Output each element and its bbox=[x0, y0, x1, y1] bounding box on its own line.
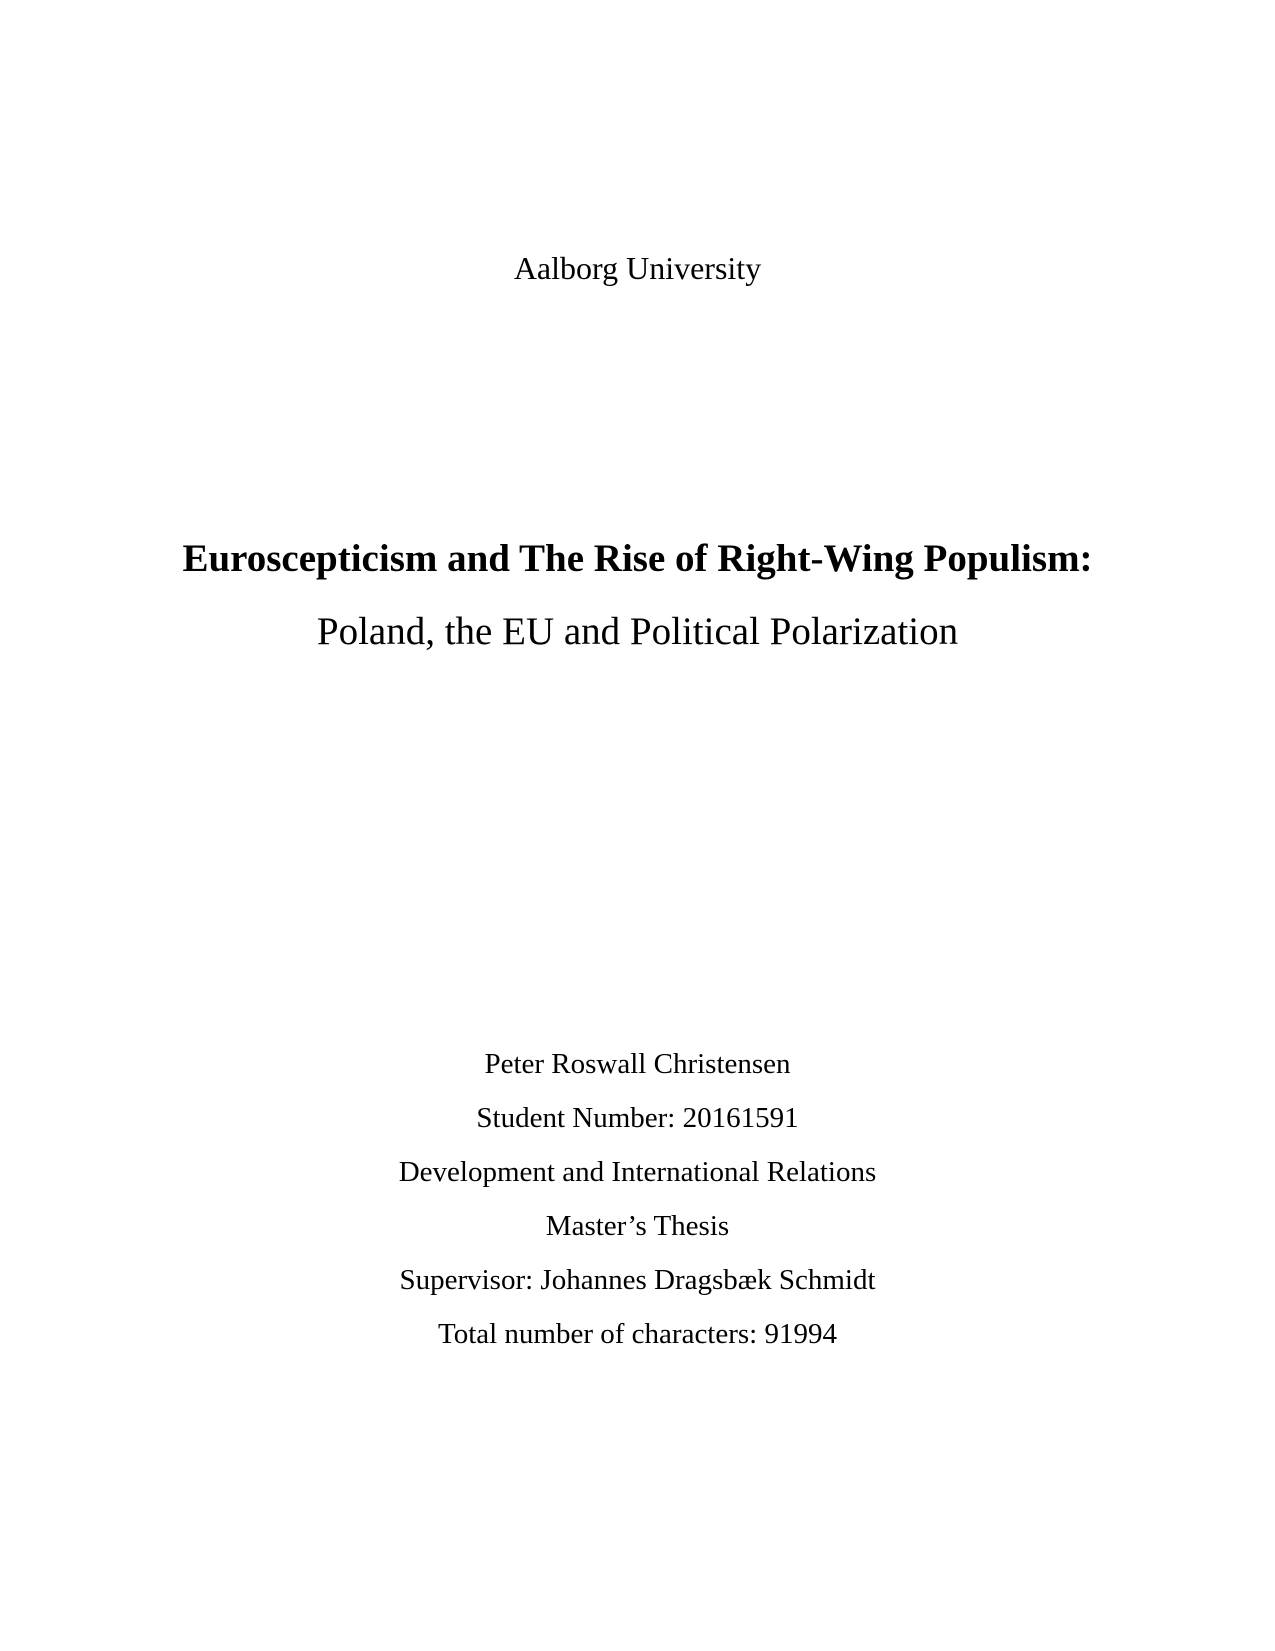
thesis-details bbox=[0, 1037, 1275, 1361]
author-name: Peter Roswall Christensen bbox=[484, 1048, 791, 1080]
student-number: Student Number: 20161591 bbox=[476, 1102, 799, 1134]
thesis-title: Euroscepticism and The Rise of Right-Wing Populism: bbox=[182, 537, 1093, 580]
supervisor-name: Supervisor: Johannes Dragsbæk Schmidt bbox=[399, 1264, 876, 1296]
document-type: Master’s Thesis bbox=[545, 1210, 730, 1242]
institution-name: Aalborg University bbox=[513, 250, 762, 286]
programme-name: Development and International Relations bbox=[398, 1156, 877, 1188]
thesis-subtitle: Poland, the EU and Political Polarization bbox=[316, 610, 959, 653]
character-count: Total number of characters: 91994 bbox=[438, 1318, 837, 1350]
